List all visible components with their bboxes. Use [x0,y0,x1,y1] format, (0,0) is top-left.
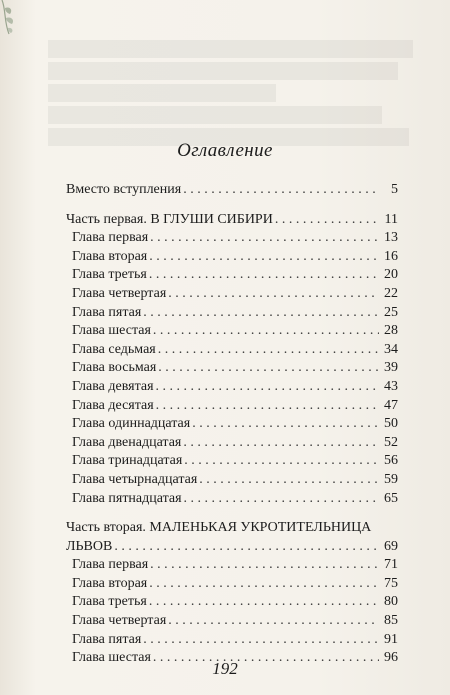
dot-leader [153,322,379,341]
toc-entry-chapter[interactable] [66,612,398,631]
page-number: 192 [212,659,238,678]
toc-entry-label: Вместо вступления [66,182,182,197]
toc-entry-chapter[interactable] [66,229,398,248]
toc-entry-page: 96 [384,650,398,666]
toc-entry-page: 75 [384,575,398,591]
toc-entry-page: 34 [384,341,398,357]
toc-entry-part-2-line-1[interactable]: Часть вторая. МАЛЕНЬКАЯ УКРОТИТЕЛЬНИЦА [66,520,372,536]
toc-entry-label: Глава девятая [72,378,154,394]
toc-entry-label: Глава седьмая [72,341,156,357]
toc-entry-page: 91 [384,631,398,647]
dot-leader [149,593,379,612]
toc-entry-page: 43 [384,378,398,394]
toc-entry-label: Глава десятая [72,397,154,413]
toc-entry-label: Глава пятая [72,631,142,647]
toc-entry-label: Глава шестая [72,650,151,666]
toc-entry-label: Глава четвертая [72,613,167,629]
toc-entry-chapter[interactable] [66,322,398,341]
toc-entry-label: Глава четырнадцатая [72,471,198,487]
toc-entry-page: 13 [384,230,398,246]
toc-entry-page: 50 [384,416,398,432]
toc-entry-part-2[interactable] [66,538,398,557]
toc-entry-page: 20 [384,267,398,283]
dot-leader [150,229,379,248]
toc-entry-chapter[interactable] [66,285,398,304]
dot-leader [156,378,379,397]
toc-entry-page: 69 [384,538,398,554]
toc-entry-label: Глава первая [72,557,149,573]
toc-entry-label: Глава восьмая [72,360,157,376]
toc-entry-chapter[interactable] [66,304,398,323]
toc-entry-page: 39 [384,360,398,376]
toc-entry-page: 56 [384,453,398,469]
toc-entry-label: Глава третья [72,267,147,283]
toc-entry-chapter[interactable] [66,434,398,453]
dot-leader [158,341,379,360]
dot-leader [149,575,379,594]
toc-entry-label: Глава первая [72,230,149,246]
toc-entry-label: Глава вторая [72,575,148,591]
dot-leader [114,538,379,557]
toc-entry-page: 47 [384,397,398,413]
dot-leader [183,434,379,453]
toc-entry-page: 22 [384,285,398,301]
toc-entry-page: 5 [391,182,398,197]
toc-entry-chapter[interactable] [66,415,398,434]
toc-entry-part-1[interactable] [66,211,398,230]
toc-entry-chapter[interactable] [66,593,398,612]
toc-entry-chapter[interactable] [66,631,398,650]
toc-entry-label: Глава четвертая [72,285,167,301]
toc-title: Оглавление [177,140,273,161]
toc-entry-chapter[interactable] [66,266,398,285]
toc-entry-page: 65 [384,490,398,506]
plant-ornament-icon [0,0,22,42]
toc-entry-page: 11 [384,211,398,227]
toc-entry-page: 80 [384,594,398,610]
dot-leader [192,415,379,434]
toc-entry-page: 16 [384,248,398,264]
toc-entry-chapter[interactable] [66,452,398,471]
toc-entry-label: Глава вторая [72,248,148,264]
dot-leader [184,490,379,509]
dot-leader [150,556,379,575]
toc-entry-intro[interactable] [66,181,398,200]
toc-entry-chapter[interactable] [66,471,398,490]
toc-entry-chapter[interactable] [66,397,398,416]
toc-entry-label: Глава пятая [72,304,142,320]
toc-entry-page: 52 [384,434,398,450]
toc-entry-page: 28 [384,323,398,339]
toc-entry-page: 85 [384,613,398,629]
dot-leader [158,359,379,378]
toc-entry-chapter[interactable] [66,490,398,509]
dot-leader [168,285,379,304]
dot-leader [168,612,379,631]
toc-entry-label: Глава двенадцатая [72,434,182,450]
toc-entry-chapter[interactable] [66,248,398,267]
toc-entry-label: Глава третья [72,594,147,610]
toc-entry-page: 59 [384,471,398,487]
toc-entry-label: Глава тринадцатая [72,453,183,469]
toc-entry-chapter[interactable] [66,341,398,360]
dot-leader [149,248,379,267]
table-of-contents [66,181,398,668]
toc-entry-chapter[interactable] [66,575,398,594]
toc-entry-label: Часть первая. В ГЛУШИ СИБИРИ [66,211,273,227]
dot-leader [143,304,379,323]
dot-leader [275,211,379,230]
toc-entry-chapter[interactable] [66,359,398,378]
dot-leader [143,631,379,650]
dot-leader [183,181,379,200]
dot-leader [149,266,379,285]
dot-leader [184,452,379,471]
toc-entry-page: 25 [384,304,398,320]
dot-leader [156,397,379,416]
bleed-through-text [48,36,428,150]
toc-entry-chapter[interactable] [66,378,398,397]
dot-leader [199,471,379,490]
toc-entry-page: 71 [384,557,398,573]
toc-entry-label: Глава пятнадцатая [72,490,182,506]
toc-entry-label: Глава одиннадцатая [72,416,191,432]
toc-entry-label: ЛЬВОВ [66,538,113,554]
toc-entry-chapter[interactable] [66,556,398,575]
toc-entry-label: Глава шестая [72,323,151,339]
